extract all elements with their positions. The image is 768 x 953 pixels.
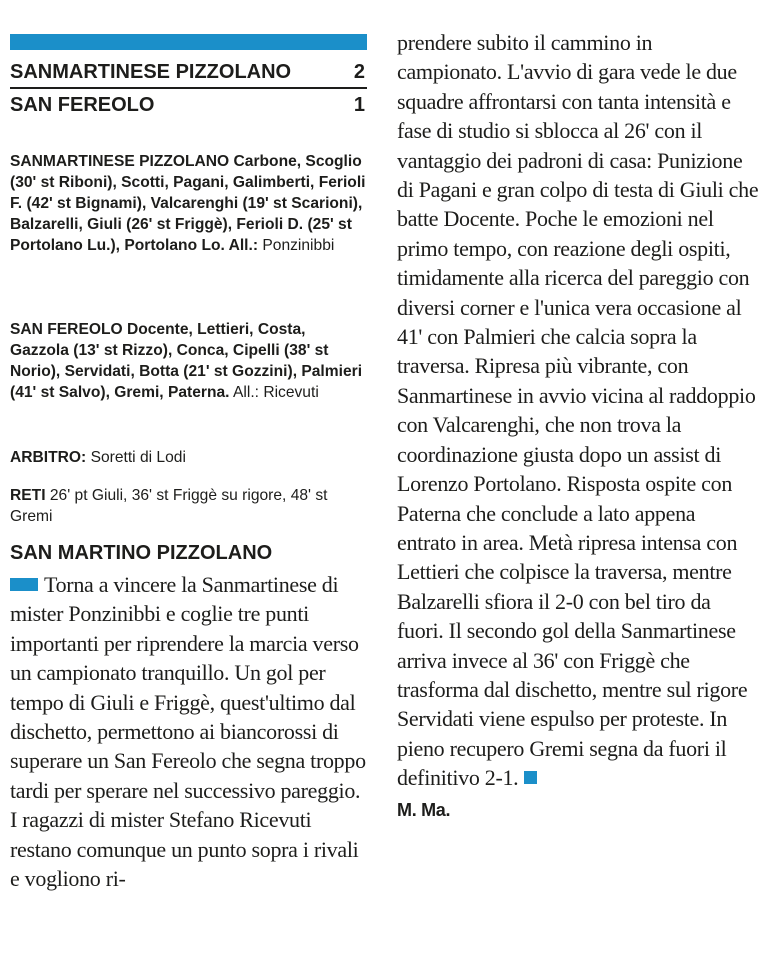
referee-label: ARBITRO: [10, 449, 87, 466]
score-row-home [10, 58, 367, 89]
goals-text: 26' pt Giuli, 36' st Friggè su rigore, 48' st Gremi [10, 487, 328, 525]
referee-line [10, 447, 367, 468]
left-column [10, 34, 367, 892]
score-row-away [10, 91, 367, 120]
author-signature: M. Ma. [397, 799, 451, 820]
home-coach-name: Ponzinibbi [258, 237, 335, 254]
home-team-name: SANMARTINESE PIZZOLANO [10, 61, 292, 83]
away-coach-label: All.: [229, 384, 259, 401]
away-lineup-players: Docente, Lettieri, Costa, Gazzola (13' st Rizzo), Conca, Cipelli (38' st Norio), Servidati, Botta (21' st Gozzini), Palmieri (41' st Salvo), Gremi, Paterna. [10, 321, 363, 401]
accent-bar [10, 34, 367, 50]
article-headline: SAN MARTINO PIZZOLANO [10, 542, 273, 564]
referee-name: Soretti di Lodi [86, 449, 186, 466]
home-lineup [10, 151, 367, 256]
article-text-right: prendere subito il cammino in campionato. L'avvio di gara vede le due squadre affrontarsi con tanta intensità e fase di studio si sblocca al 26' con il vantaggio dei padroni di casa: Punizione di Pagani e gran colpo di testa di Giuli che batte Docente. Poche le emozioni nel primo tempo, con reazione degli ospiti, timidamente alla ricerca del pareggio con diversi corner e l'unica vera occasione al 41' con Palmieri che calcia sopra la traversa. Ripresa più vibrante, con Sanmartinese in avvio vicina al raddoppio con Valcarenghi, che non trova la coordinazione giusta dopo un assist di Lorenzo Portolano. Risposta ospite con Paterna che conclude a lato appena entrato in area. Metà ripresa intensa con Lettieri che colpisce la traversa, mentre Balzarelli sfiora il 2-0 con bel tiro da fuori. Il secondo gol della Sanmartinese arriva invece al 36' con Friggè che trasforma dal dischetto, mentre sul rigore Servidati viene espulso per proteste. In pieno recupero Gremi segna da fuori il definitivo 2-1. [397, 30, 759, 791]
home-lineup-label: SANMARTINESE PIZZOLANO [10, 153, 230, 170]
goals-line [10, 485, 367, 527]
home-team-score: 2 [353, 61, 365, 83]
away-lineup-label: SAN FEREOLO [10, 321, 123, 338]
away-team-score: 1 [353, 94, 365, 116]
goals-label: RETI [10, 487, 46, 504]
home-coach-label: All.: [224, 237, 259, 254]
end-marker [524, 771, 537, 784]
away-team-name: SAN FEREOLO [10, 94, 155, 116]
paragraph-marker [10, 578, 38, 591]
article-body-left [10, 570, 367, 893]
home-lineup-players: Carbone, Scoglio (30' st Riboni), Scotti, Pagani, Galimberti, Ferioli F. (42' st Bignami), Valcarenghi (19' st Scarioni), Balzarelli, Giuli (26' st Friggè), Ferioli D. (25' st Portolano Lu.), Portolano Lo. [10, 153, 366, 254]
away-lineup [10, 319, 367, 403]
away-coach-name: Ricevuti [258, 384, 319, 401]
article-text-left: Torna a vincere la Sanmartinese di mister Ponzinibbi e coglie tre punti importanti per riprendere la marcia verso un campionato tranquillo. Un gol per tempo di Giuli e Friggè, quest'ultimo dal dischetto, permettono ai biancorossi di superare un San Fereolo che segna troppo tardi per sperare nel successivo pareggio. I ragazzi di mister Stefano Ricevuti restano comunque un punto sopra i rivali e vogliono ri- [10, 572, 366, 892]
right-column [397, 28, 759, 823]
